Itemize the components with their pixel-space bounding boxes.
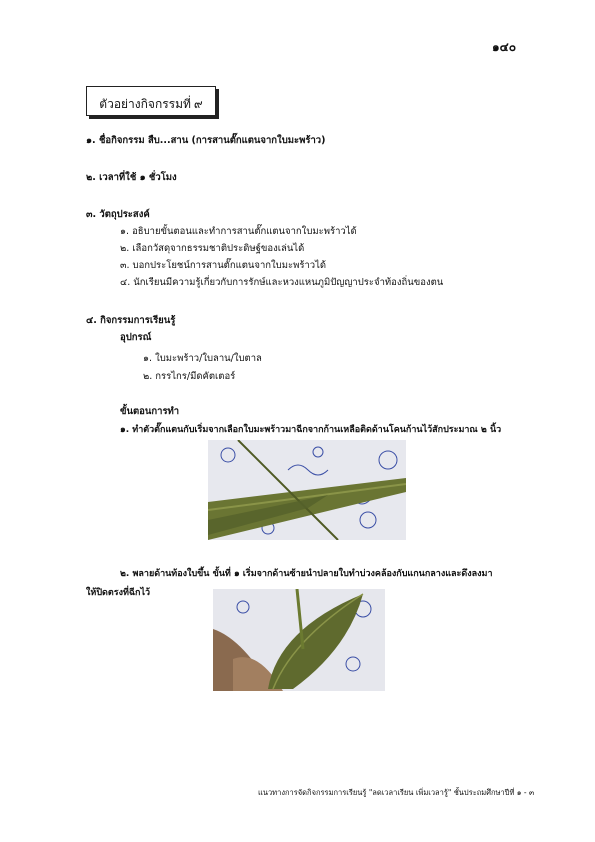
section-2-duration: ๒. เวลาที่ใช้ ๑ ชั่วโมง xyxy=(86,172,177,183)
equipment-label: อุปกรณ์ xyxy=(120,332,152,343)
activity-title-box xyxy=(86,86,216,116)
leaf-on-patterned-cloth-image xyxy=(208,440,406,540)
step-1-text: ๑. ทำตัวตั๊กแตนกับเริ่มจากเลือกใบมะพร้าวมาฉีกจากก้านเหลือติดด้านโคนก้านไว้สักประมาณ ๒ นิ้ว xyxy=(120,425,502,435)
equipment-item: ๑. ใบมะพร้าว/ใบลาน/ใบตาล xyxy=(143,353,262,364)
objective-item: ๑. อธิบายขั้นตอนและทำการสานตั๊กแตนจากใบมะพร้าวได้ xyxy=(120,226,357,237)
objective-item: ๔. นักเรียนมีความรู้เกี่ยวกับการรักษ์และหวงแหนภูมิปัญญาประจำท้องถิ่นของตน xyxy=(120,277,444,288)
steps-label: ขั้นตอนการทำ xyxy=(120,406,180,417)
step-1-photo xyxy=(208,440,406,540)
objective-item: ๒. เลือกวัสดุจากธรรมชาติประดิษฐ์ของเล่นได้ xyxy=(120,243,305,254)
step-2-photo xyxy=(213,589,385,691)
objective-item: ๓. บอกประโยชน์การสานตั๊กแตนจากใบมะพร้าวได้ xyxy=(120,260,327,271)
equipment-item: ๒. กรรไกร/มีดคัตเตอร์ xyxy=(143,371,236,382)
hand-holding-leaf-image xyxy=(213,589,385,691)
step-2-text-line-1: ๒. พลายด้านท้องใบขึ้น ขั้นที่ ๑ เริ่มจากด้านซ้ายนำปลายใบทำบ่วงคล้องกับแกนกลางและดึงลงมา xyxy=(120,569,493,579)
section-1-activity-name: ๑. ชื่อกิจกรรม สืบ...สาน (การสานตั๊กแตนจากใบมะพร้าว) xyxy=(86,135,326,146)
step-2-text-line-2: ให้ปิดตรงที่ฉีกไว้ xyxy=(86,588,151,598)
page-number: ๑๔๐ xyxy=(492,40,517,54)
section-3-objectives-heading: ๓. วัตถุประสงค์ xyxy=(86,209,150,220)
page-footer: แนวทางการจัดกิจกรรมการเรียนรู้ "ลดเวลาเรียน เพิ่มเวลารู้" ชั้นประถมศึกษาปีที่ ๑ - ๓ xyxy=(258,788,535,797)
section-4-activities-heading: ๔. กิจกรรมการเรียนรู้ xyxy=(86,315,176,326)
activity-title: ตัวอย่างกิจกรรมที่ ๙ xyxy=(99,97,203,111)
